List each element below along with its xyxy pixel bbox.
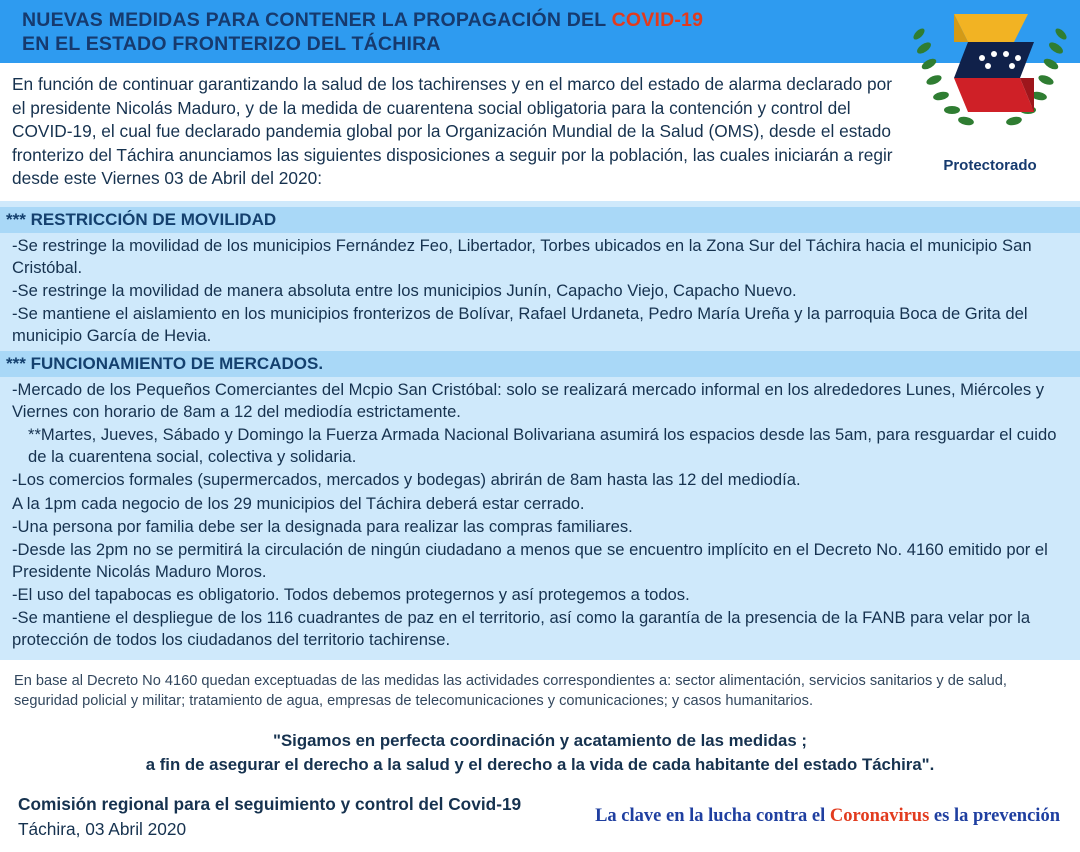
section-title-markets: *** FUNCIONAMIENTO DE MERCADOS.	[0, 351, 1080, 377]
section-title-mobility: *** RESTRICCIÓN DE MOVILIDAD	[0, 207, 1080, 233]
list-item: -Se mantiene el aislamiento en los municipios fronterizos de Bolívar, Rafael Urdaneta, Pedro María Ureña y la parroquia Boca de Grita del municipio García de Hevia.	[12, 304, 1028, 346]
emblem-caption: Protectorado	[943, 157, 1037, 174]
header-title-line-2: EN EL ESTADO FRONTERIZO DEL TÁCHIRA	[22, 33, 441, 56]
slogan-text-a: La clave en la lucha contra el	[595, 805, 830, 826]
list-item: **Martes, Jueves, Sábado y Domingo la Fuerza Armada Nacional Bolivariana asumirá los espacios desde las 5am, para resguardar el cuido de la cuarentena social, colectiva y solidaria.	[28, 425, 1057, 467]
exceptions-paragraph: En base al Decreto No 4160 quedan exceptuadas de las medidas las actividades correspondientes a: sector alimentación, servicios sanitarios y de salud, seguridad policial y militar; tratamiento de agua, empresas de telecomunicaciones y comunicaciones; y casos humanitarios.	[14, 672, 1007, 709]
quote-line-1: "Sigamos en perfecta coordinación y acatamiento de las medidas ;	[273, 731, 807, 751]
slogan-highlight: Coronavirus	[829, 805, 930, 826]
list-item: -Desde las 2pm no se permitirá la circulación de ningún ciudadano a menos que se encuentro implícito en el Decreto No. 4160 emitido por el Presidente Nicolás Maduro Moros.	[12, 539, 1048, 581]
list-item: A la 1pm cada negocio de los 29 municipios del Táchira deberá estar cerrado.	[12, 493, 585, 513]
footer	[0, 780, 1080, 852]
venezuela-flag-ribbon-icon	[910, 8, 1070, 176]
header-title-text: NUEVAS MEDIDAS PARA CONTENER LA PROPAGACIÓN DEL	[22, 9, 612, 31]
footer-slogan	[595, 792, 1066, 827]
footer-signature	[18, 792, 521, 842]
list-item: -Se restringe la movilidad de los municipios Fernández Feo, Libertador, Torbes ubicados en la Zona Sur del Táchira hacia el municipio San Cristóbal.	[12, 235, 1032, 277]
quote-block	[0, 713, 1080, 779]
footer-date-line: Táchira, 03 Abril 2020	[18, 818, 187, 839]
list-item: -Una persona por familia debe ser la designada para realizar las compras familiares.	[12, 516, 633, 536]
intro-paragraph: En función de continuar garantizando la salud de los tachirenses y en el marco del estado de alarma declarado por el presidente Nicolás Maduro, y de la medida de cuarentena social obligatoria para la contención y control del COVID-19, el cual fue declarado pandemia global por la Organización Mundial de la Salud (OMS), desde el estado fronterizo del Táchira anunciamos las siguientes disposiciones a seguir por la población, las cuales iniciarán a regir desde este Viernes 03 de Abril del 2020:	[12, 74, 893, 189]
list-item: -Mercado de los Pequeños Comerciantes del Mcpio San Cristóbal: solo se realizará mercado informal en los alrededores Lunes, Miércoles y Viernes con horario de 8am a 12 del mediodía estrictamente.	[12, 380, 1045, 422]
list-item: -Se restringe la movilidad de manera absoluta entre los municipios Junín, Capacho Viejo, Capacho Nuevo.	[12, 281, 797, 301]
slogan-text-b: es la prevención	[929, 805, 1060, 826]
list-item: -Se mantiene el despliegue de los 116 cuadrantes de paz en el territorio, así como la garantía de la presencia de la FANB para velar por la protección de todos los ciudadanos del territorio tachirense.	[12, 607, 1031, 649]
list-item: -Los comercios formales (supermercados, mercados y bodegas) abrirán de 8am hasta las 12 del mediodía.	[12, 470, 801, 490]
quote-line-2: a fin de asegurar el derecho a la salud y el derecho a la vida de cada habitante del estado Táchira".	[145, 754, 935, 774]
footer-commission-line: Comisión regional para el seguimiento y control del Covid-19	[18, 793, 522, 814]
measures-block	[0, 201, 1080, 660]
list-item: -El uso del tapabocas es obligatorio. Todos debemos protegernos y así protegemos a todos.	[12, 584, 690, 604]
header-title-highlight: COVID-19	[611, 9, 704, 31]
